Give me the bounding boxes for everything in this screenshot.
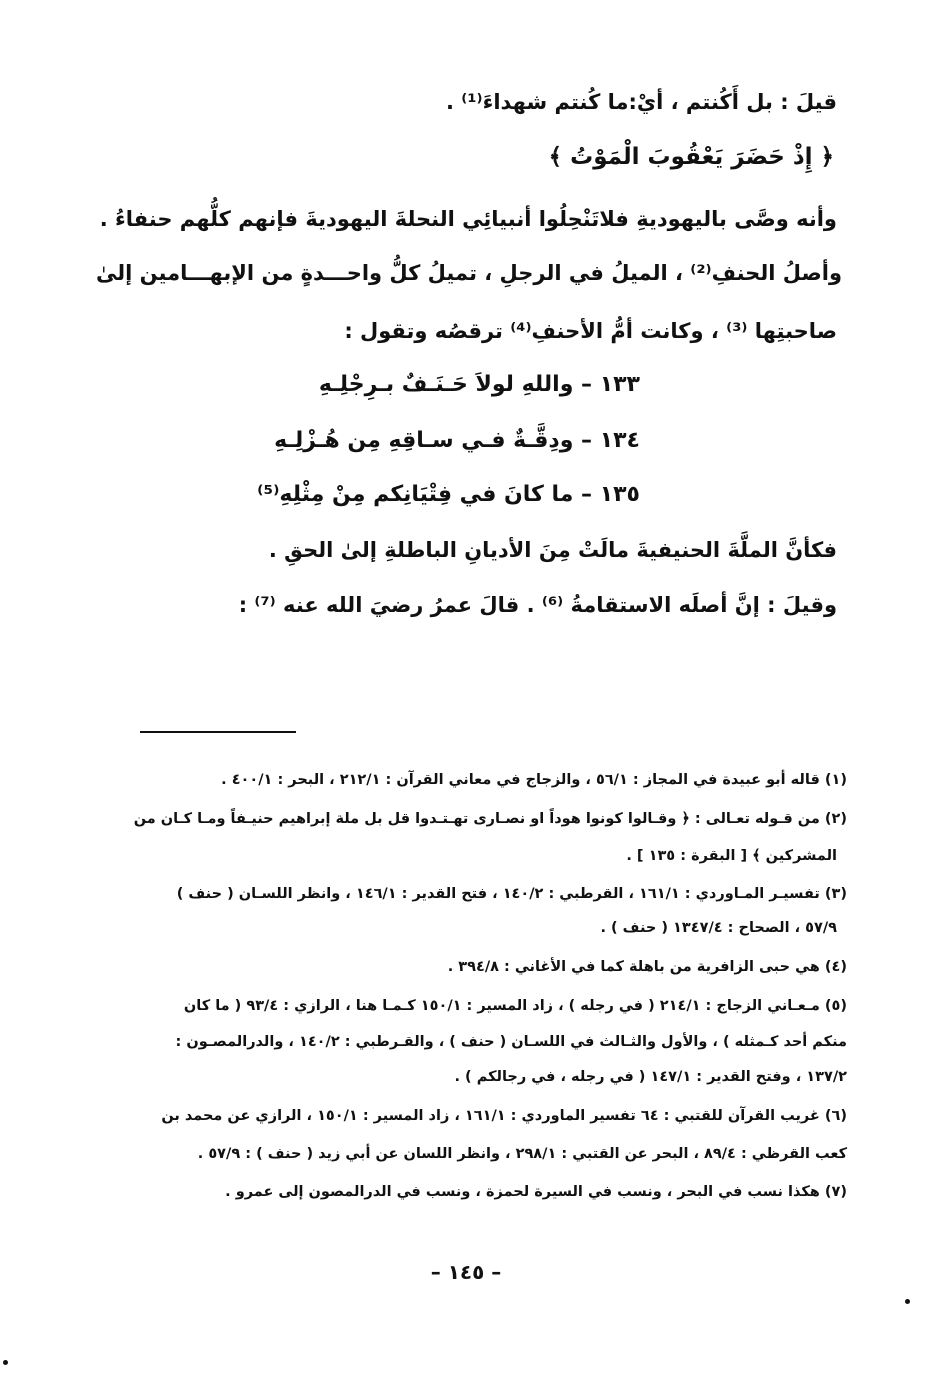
footnote-separator [140,731,296,733]
footnote-2: (٢) من قـوله تعـالى : ﴿ وقـالوا كونوا هوداً او نصـارى تهـتـدوا قل بل ملة إبراهيم حنيـفاً ومـا كـان من [133,811,847,827]
poem-verse-135: ١٣٥ – ما كانَ في فِتْيَانِكم مِنْ مِثْلِهِ⁽⁵⁾ [257,482,640,507]
footnote-2-continued: المشركين ﴾ [ البقرة : ١٣٥ ] . [626,848,837,864]
footnote-3-continued: ٥٧/٩ ، الصحاح : ١٣٤٧/٤ ( حنف ) . [600,920,837,936]
text-line-3: وأنه وصَّى باليهوديةِ فلاتَنْحِلُوا أنبيائِي النحلةَ اليهوديةَ فإنهم كلُّهم حنفاءُ . [99,207,837,231]
footnote-5-continued-2: ١٣٧/٢ ، وفتح القدير : ١٤٧/١ ( في رجله ، في رجالكم ) . [454,1069,847,1085]
footnote-1: (١) قاله أبو عبيدة في المجاز : ٥٦/١ ، والزجاج في معاني القرآن : ٢١٢/١ ، البحر : ٤٠٠/١ . [221,772,847,788]
footnote-3: (٣) تفسيـر المـاوردي : ١٦١/١ ، القرطبي : ١٤٠/٢ ، فتح القدير : ١٤٦/١ ، وانظر اللسـان ( حنف ) [176,886,847,902]
scan-speck [905,1299,910,1304]
text-line-1: قيلَ : بل أَكُنتم ، أيْ:ما كُنتم شهداءَ⁽¹⁾ . [445,90,837,114]
poem-verse-134: ١٣٤ – ودِقَّـةٌ فـي سـاقِهِ مِن هُـزْلِـهِ [274,428,640,453]
footnote-6-continued: كعب القرظي : ٨٩/٤ ، البحر عن القتبي : ٢٩٨/١ ، وانظر اللسان عن أبي زيد ( حنف ) : ٥٧/٩ . [197,1146,847,1162]
scan-speck [3,1360,8,1365]
page-number: – ١٤٥ – [430,1260,502,1284]
text-line-4: وأصلُ الحنفِ⁽²⁾ ، الميلُ في الرجلِ ، تميلُ كلُّ واحـــدةٍ من الإبهـــامين إلىٰ [96,261,842,285]
footnote-5: (٥) مـعـاني الزجاج : ٢١٤/١ ( في رجله ) ، زاد المسير : ١٥٠/١ كـمـا هنا ، الرازي : ٩٣/٤ ( ما كان [183,998,847,1014]
quran-verse-line: ﴿ إِذْ حَضَرَ يَعْقُوبَ الْمَوْتُ ﴾ [548,144,834,170]
footnote-6: (٦) غريب القرآن للقتبي : ٦٤ تفسير الماوردي : ١٦١/١ ، زاد المسير : ١٥٠/١ ، الرازي عن محمد بن [161,1108,847,1124]
poem-verse-133: ١٣٣ – واللهِ لولاَ حَـنَـفٌ بـرِجْلِـهِ [318,372,640,397]
text-line-5: صاحبتِها ⁽³⁾ ، وكانت أمُّ الأحنفِ⁽⁴⁾ ترقصُه وتقول : [344,319,837,343]
text-line-6: فكأنَّ الملَّةَ الحنيفيةَ مالَتْ مِنَ الأديانِ الباطلةِ إلىٰ الحقِ . [268,538,837,562]
text-line-7: وقيلَ : إنَّ أصلَه الاستقامةُ ⁽⁶⁾ . قالَ عمرُ رضيَ الله عنه ⁽⁷⁾ : [238,593,837,617]
footnote-5-continued-1: منكم أحد كـمثله ) ، والأول والثـالث في اللسـان ( حنف ) ، والقـرطبي : ١٤٠/٢ ، والدرالمصـون : [175,1034,847,1050]
footnote-7: (٧) هكذا نسب في البحر ، ونسب في السيرة لحمزة ، ونسب في الدرالمصون إلى عمرو . [225,1184,847,1200]
footnote-4: (٤) هي حبى الزافرية من باهلة كما في الأغاني : ٣٩٤/٨ . [447,959,847,975]
